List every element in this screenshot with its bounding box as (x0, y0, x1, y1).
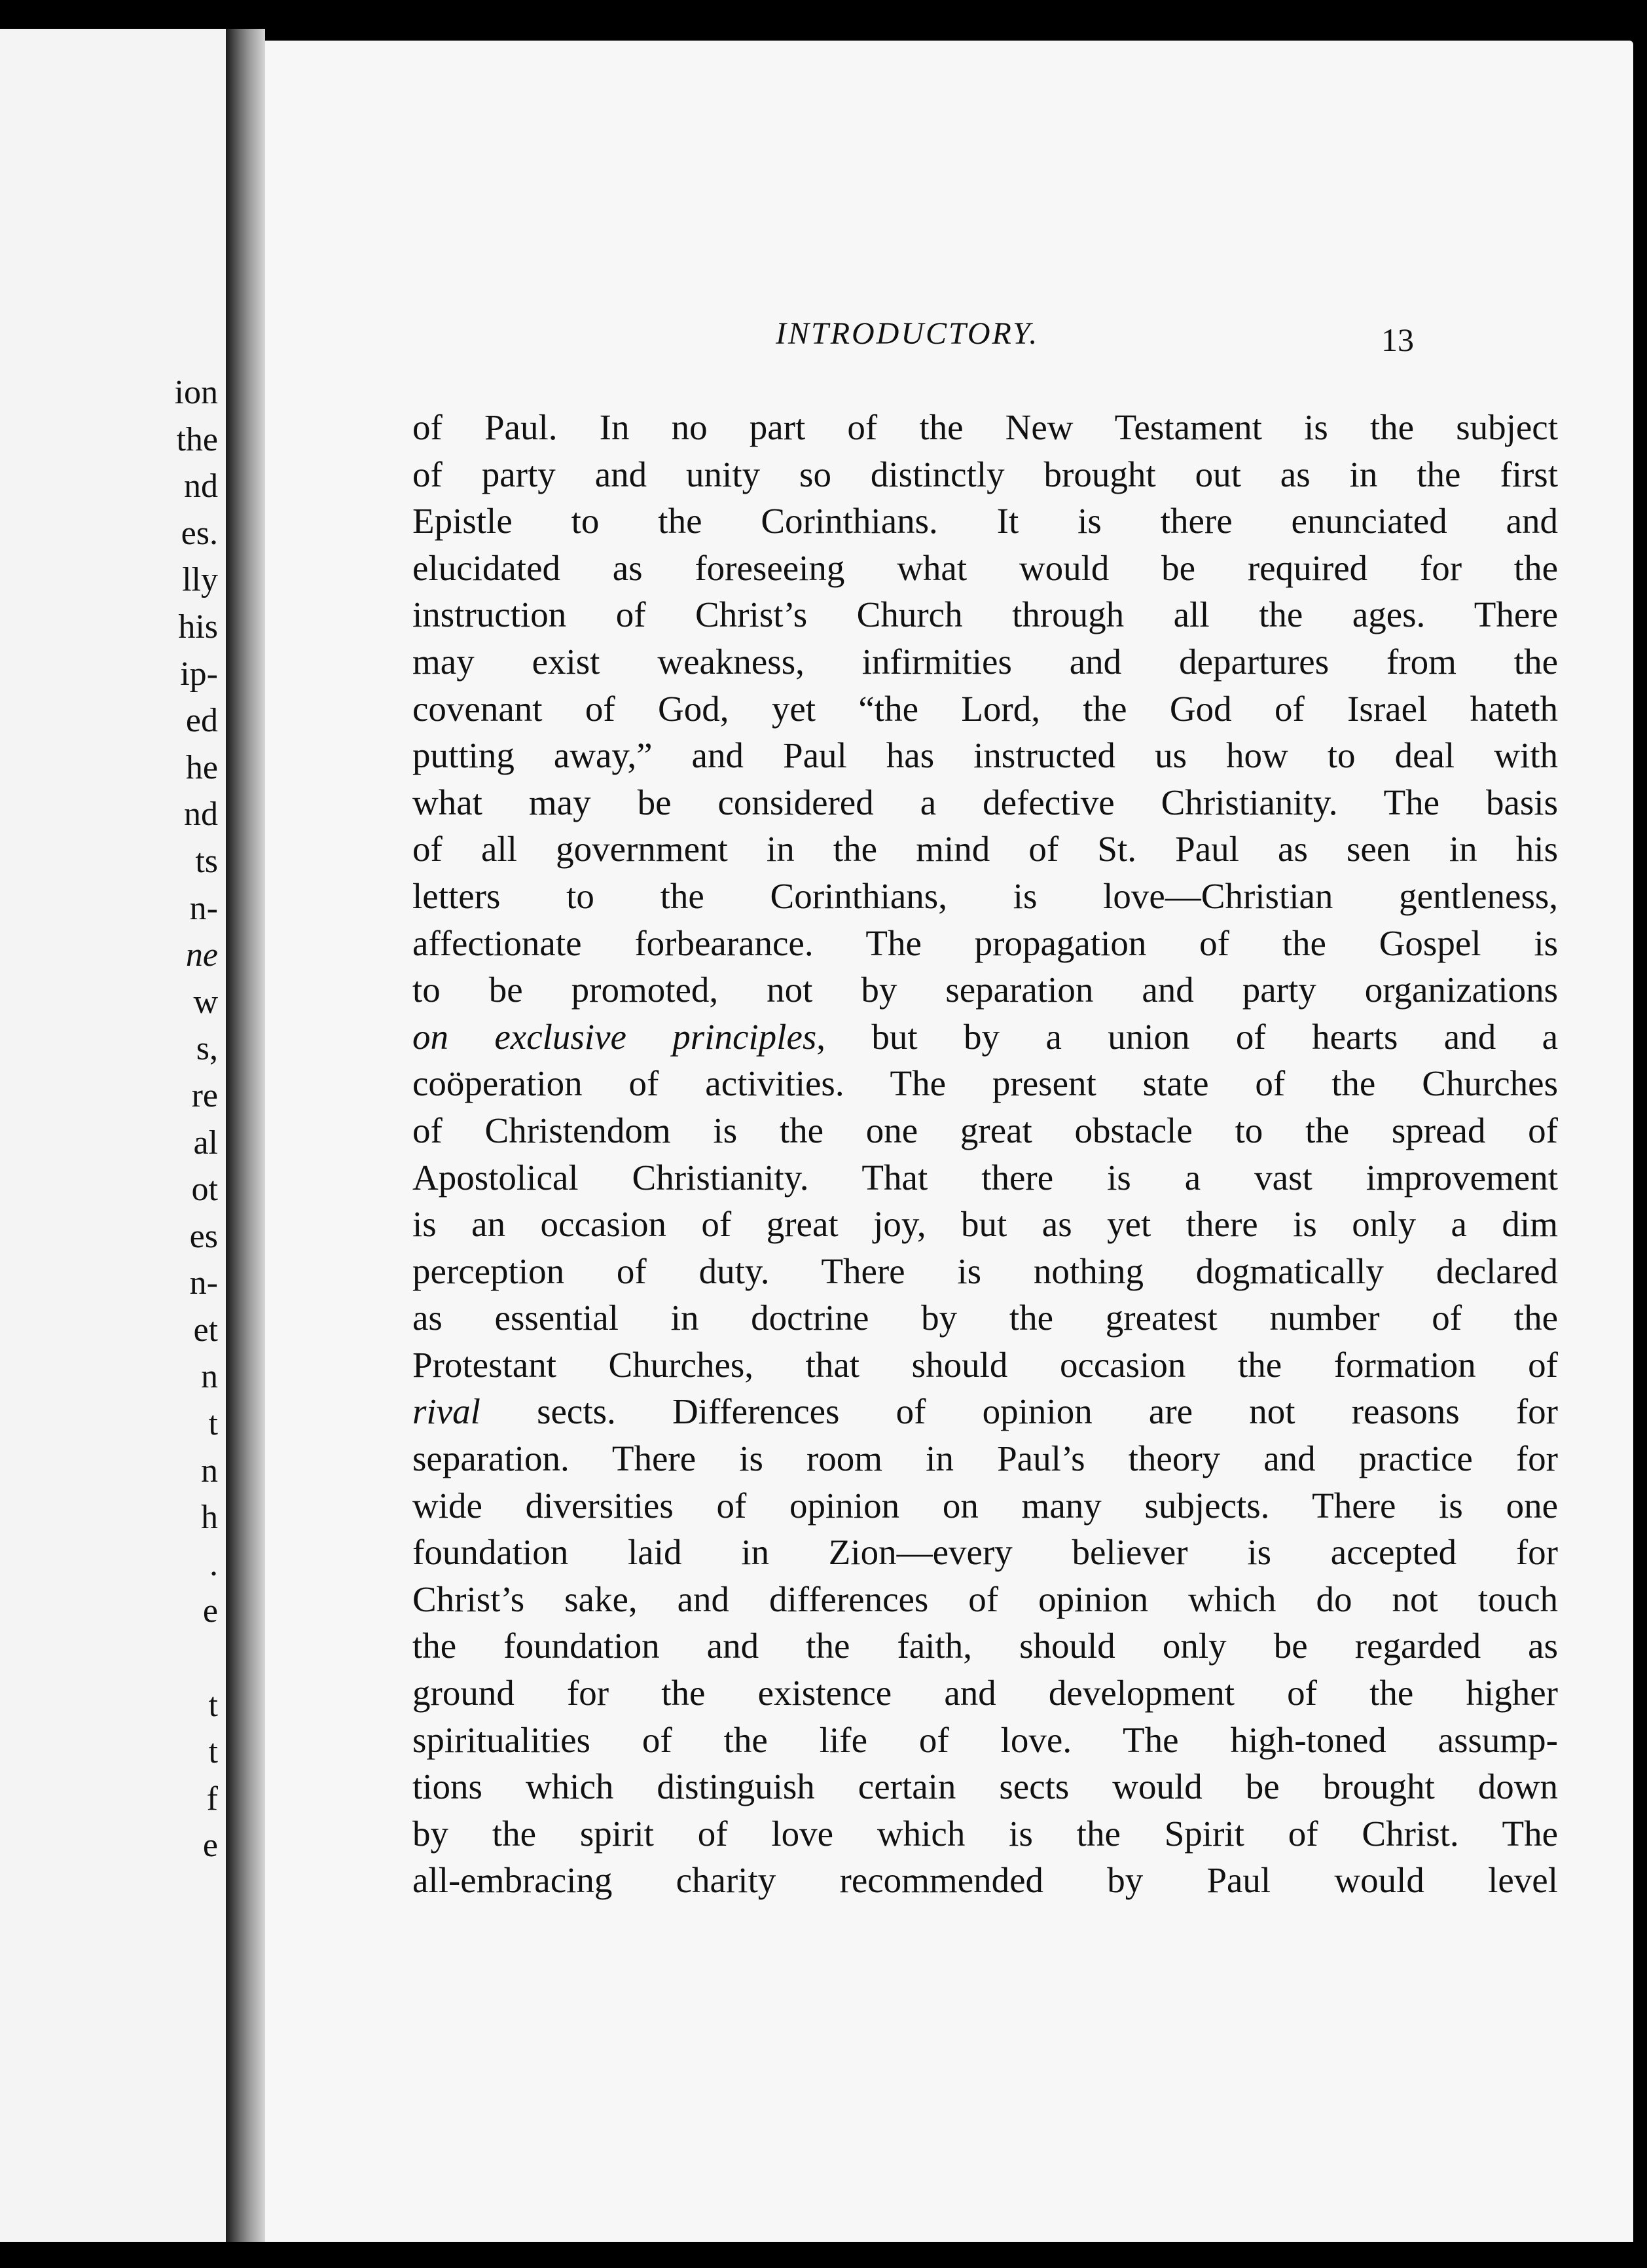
text-line (412, 920, 1558, 967)
running-header-title: INTRODUCTORY. (776, 316, 1040, 351)
text-segment: of Christendom is the one great obstacle to the spread of (412, 1110, 1558, 1150)
text-line (412, 1014, 1558, 1061)
text-line (412, 1294, 1558, 1342)
text-segment: Protestant Churches, that should occasion the formation of (412, 1344, 1558, 1385)
previous-page-line-ending (175, 1635, 218, 1682)
italic-phrase: rival (412, 1391, 480, 1432)
text-segment: putting away,” and Paul has instructed us how to deal with (412, 735, 1558, 776)
previous-page-line-ending: ts (195, 842, 218, 880)
italic-phrase: on exclusive principles (412, 1016, 817, 1057)
previous-page-line-endings (175, 369, 218, 1869)
text-line (412, 1248, 1558, 1295)
previous-page-line-ending: ed (185, 702, 218, 740)
text-line (412, 591, 1558, 638)
previous-page-line-ending: e (202, 1592, 218, 1630)
text-segment: what may be considered a defective Christianity. The basis (412, 782, 1558, 822)
running-header (265, 316, 1633, 361)
previous-page-line-ending: n (201, 1358, 218, 1396)
previous-page-line-ending: w (193, 983, 218, 1021)
book-gutter (226, 29, 265, 2242)
text-line (412, 1154, 1558, 1201)
text-line (412, 1857, 1558, 1904)
previous-page-line-ending: nd (184, 796, 218, 833)
text-segment: by the spirit of love which is the Spirit of Christ. The (412, 1813, 1558, 1854)
previous-page-line-ending: t (208, 1686, 218, 1724)
text-segment: Christ’s sake, and differences of opinion which do not touch (412, 1579, 1558, 1619)
previous-page-line-ending: ot (191, 1171, 218, 1209)
text-segment: may exist weakness, infirmities and departures from the (412, 641, 1558, 682)
previous-page-line-ending: ne (185, 936, 218, 974)
text-segment: as essential in doctrine by the greatest number of the (412, 1298, 1558, 1338)
text-line (412, 686, 1558, 733)
text-segment: is an occasion of great joy, but as yet there is only a dim (412, 1204, 1558, 1245)
text-line (412, 1342, 1558, 1389)
page-number: 13 (1381, 321, 1414, 358)
previous-page-line-ending: es. (181, 514, 218, 552)
text-segment: instruction of Christ’s Church through all the ages. There (412, 594, 1558, 635)
text-segment: of Paul. In no part of the New Testament is the subject (412, 407, 1558, 447)
text-segment: ground for the existence and development of the higher (412, 1673, 1558, 1713)
text-line (412, 1435, 1558, 1482)
text-line (412, 451, 1558, 498)
text-line (412, 1576, 1558, 1623)
text-line (412, 1810, 1558, 1857)
text-line (412, 404, 1558, 451)
text-line (412, 545, 1558, 592)
previous-page-line-ending: lly (182, 561, 218, 599)
previous-page-line-ending: his (178, 608, 218, 646)
text-line (412, 1388, 1558, 1435)
text-segment: letters to the Corinthians, is love—Christian gentleness, (412, 875, 1558, 916)
text-segment: tions which distinguish certain sects would be brought down (412, 1766, 1558, 1807)
previous-page-line-ending: ip- (180, 655, 218, 693)
previous-page-fragment (0, 29, 226, 2242)
previous-page-line-ending: t (208, 1733, 218, 1771)
text-segment: perception of duty. There is nothing dogmatically declared (412, 1251, 1558, 1291)
text-segment: sects. Differences of opinion are not reasons for (480, 1391, 1558, 1432)
text-segment: , but by a union of hearts and a (816, 1016, 1559, 1057)
previous-page-line-ending: h (201, 1499, 218, 1537)
text-line (412, 826, 1558, 873)
text-segment: of party and unity so distinctly brought out as in the first (412, 454, 1558, 494)
text-segment: of all government in the mind of St. Paul as seen in his (412, 829, 1558, 869)
previous-page-line-ending: f (206, 1780, 218, 1818)
text-line (412, 1763, 1558, 1810)
text-segment: elucidated as foreseeing what would be required for the (412, 547, 1558, 588)
text-segment: Epistle to the Corinthians. It is there enunciated and (412, 501, 1558, 541)
text-line (412, 732, 1558, 779)
text-segment: separation. There is room in Paul’s theory and practice for (412, 1438, 1558, 1479)
body-text (412, 404, 1558, 1904)
text-line (412, 1529, 1558, 1576)
text-segment: covenant of God, yet “the Lord, the God of Israel hateth (412, 688, 1558, 729)
text-line (412, 1670, 1558, 1717)
book-page (265, 41, 1633, 2242)
text-segment: to be promoted, not by separation and party organizations (412, 970, 1558, 1010)
text-line (412, 1060, 1558, 1107)
previous-page-line-ending: re (191, 1076, 218, 1114)
text-segment: foundation laid in Zion—every believer is accepted for (412, 1532, 1558, 1573)
text-segment: coöperation of activities. The present state of the Churches (412, 1063, 1558, 1104)
previous-page-line-ending: n- (189, 1264, 218, 1302)
previous-page-line-ending: n- (189, 889, 218, 927)
previous-page-line-ending: es (189, 1217, 218, 1255)
text-line (412, 1622, 1558, 1670)
text-line (412, 1482, 1558, 1529)
text-segment: the foundation and the faith, should only be regarded as (412, 1626, 1558, 1666)
text-line (412, 1107, 1558, 1154)
previous-page-line-ending: . (209, 1545, 218, 1583)
text-segment: affectionate forbearance. The propagation of the Gospel is (412, 923, 1558, 963)
text-segment: all-embracing charity recommended by Paul would level (412, 1860, 1558, 1901)
previous-page-line-ending: et (193, 1311, 218, 1349)
previous-page-line-ending: al (193, 1124, 218, 1161)
text-line (412, 498, 1558, 545)
text-line (412, 638, 1558, 686)
text-segment: wide diversities of opinion on many subjects. There is one (412, 1485, 1558, 1526)
previous-page-line-ending: he (185, 748, 218, 786)
text-line (412, 1717, 1558, 1764)
text-segment: Apostolical Christianity. That there is a vast improvement (412, 1157, 1558, 1198)
previous-page-line-ending: s, (196, 1030, 218, 1068)
previous-page-line-ending: nd (184, 467, 218, 505)
previous-page-line-ending: ion (174, 374, 218, 411)
text-line (412, 966, 1558, 1014)
text-line (412, 873, 1558, 920)
text-segment: spiritualities of the life of love. The high-toned assump- (412, 1719, 1558, 1760)
previous-page-line-ending: t (208, 1405, 218, 1443)
text-line (412, 779, 1558, 826)
previous-page-line-ending: e (202, 1827, 218, 1865)
previous-page-line-ending: the (176, 420, 218, 458)
text-line (412, 1201, 1558, 1248)
previous-page-line-ending: n (201, 1452, 218, 1490)
